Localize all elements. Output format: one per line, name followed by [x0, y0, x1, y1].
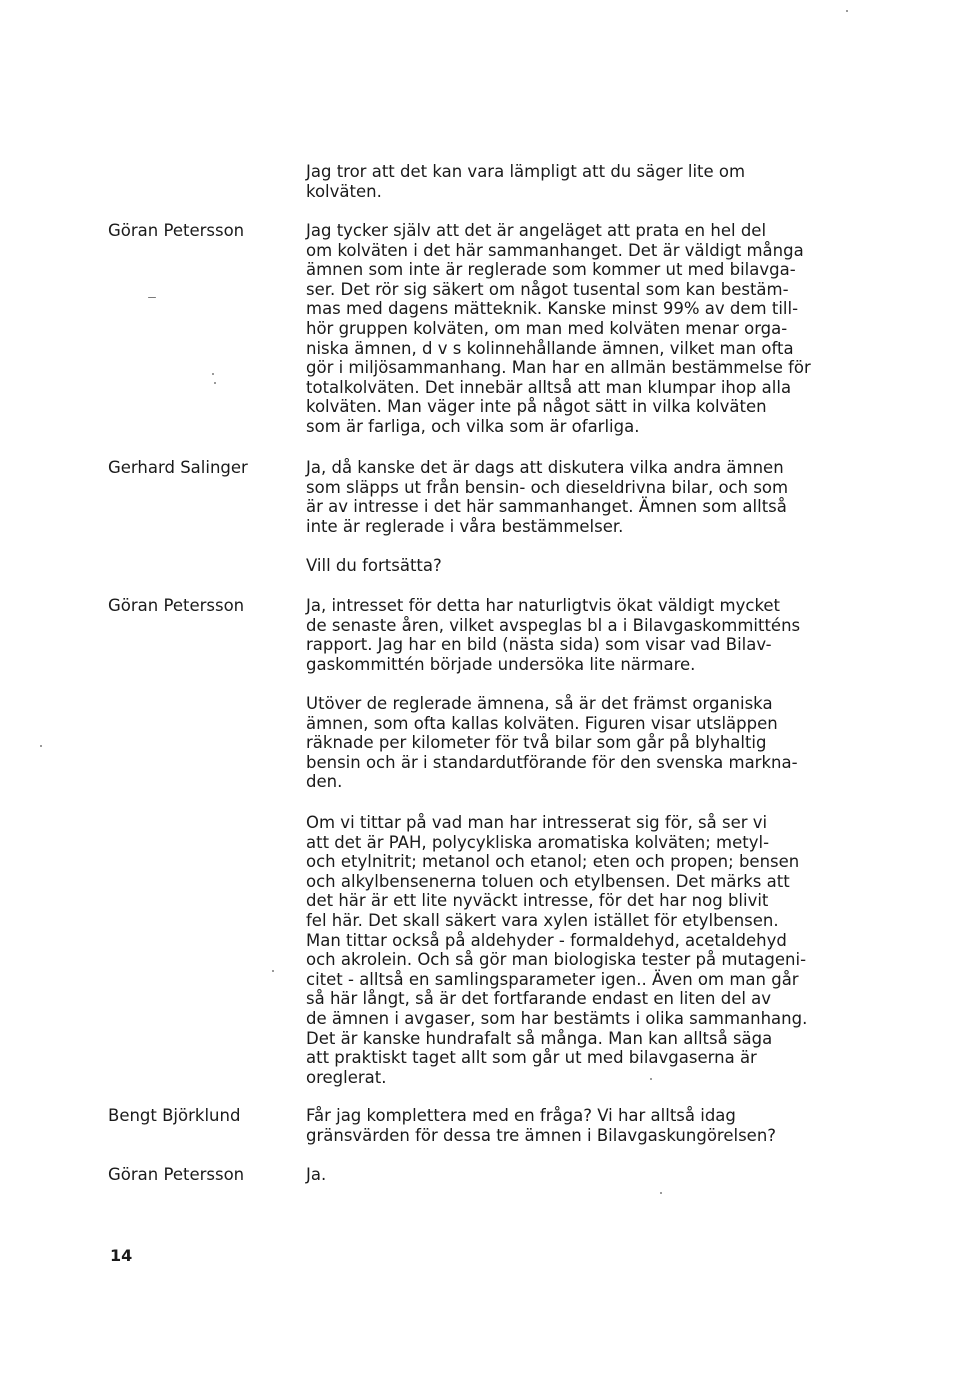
speech-line: gränsvärden för dessa tre ämnen i Bilavgaskungörelsen?: [306, 1125, 777, 1145]
speech-line: Jag tycker själv att det är angeläget att prata en hel del: [306, 221, 767, 240]
speech-line: fel här. Det skall säkert vara xylen istället för etylbensen.: [306, 910, 779, 930]
scan-speck: [148, 297, 156, 298]
speech-line: och akrolein. Och så gör man biologiska tester på mutageni-: [306, 950, 807, 970]
speech-line: den.: [306, 772, 343, 792]
speech-line: mas med dagens mätteknik. Kanske minst 99% av dem till-: [306, 299, 799, 319]
speech-line: bensin och är i standardutförande för den svenska markna-: [306, 752, 798, 772]
speech-line: Om vi tittar på vad man har intresserat sig för, så ser vi: [306, 813, 768, 832]
speech-line: gör i miljösammanhang. Man har en allmän bestämmelse för: [306, 358, 811, 378]
speech-line: Får jag komplettera med en fråga? Vi har alltså idag: [306, 1106, 736, 1125]
scan-speck: [40, 745, 42, 747]
speech-text: [306, 162, 896, 201]
speaker-name: Göran Petersson: [108, 221, 245, 240]
speech-line: att praktiskt taget allt som går ut med bilavgaserna är: [306, 1048, 757, 1068]
scan-speck: [212, 373, 214, 375]
speech-text: [306, 694, 896, 792]
speech-line: citet - alltså en samlingsparameter igen.. Även om man går: [306, 969, 799, 989]
speech-line: Ja.: [306, 1165, 327, 1184]
speech-line: som släpps ut från bensin- och dieseldrivna bilar, och som: [306, 477, 789, 497]
speech-line: om kolväten i det här sammanhanget. Det är väldigt många: [306, 240, 804, 260]
speech-line: är av intresse i det här sammanhanget. Ämnen som alltså: [306, 497, 787, 517]
speech-text: [306, 1106, 896, 1145]
speech-text: [306, 1165, 896, 1185]
speech-line: gaskommittén började undersöka lite närmare.: [306, 654, 696, 674]
scan-speck: [214, 382, 216, 384]
scan-speck: [650, 1078, 652, 1080]
speech-line: de ämnen i avgaser, som har bestämts i olika sammanhang.: [306, 1008, 808, 1028]
speech-line: att det är PAH, polycykliska aromatiska kolväten; metyl-: [306, 832, 770, 852]
speech-line: som är farliga, och vilka som är ofarliga.: [306, 416, 640, 436]
speech-line: Vill du fortsätta?: [306, 556, 442, 575]
speaker-name: Gerhard Salinger: [108, 458, 248, 477]
speech-line: hör gruppen kolväten, om man med kolväten menar orga-: [306, 318, 788, 338]
speech-text: [306, 458, 896, 536]
speech-line: totalkolväten. Det innebär alltså att man klumpar ihop alla: [306, 377, 792, 397]
speech-line: Man tittar också på aldehyder - formaldehyd, acetaldehyd: [306, 930, 787, 950]
speech-line: rapport. Jag har en bild (nästa sida) som visar vad Bilav-: [306, 635, 772, 655]
speech-line: det här är ett lite nyväckt intresse, för det har nog blivit: [306, 891, 769, 911]
speech-line: och alkylbensenerna toluen och etylbensen. Det märks att: [306, 871, 790, 891]
speech-line: Jag tror att det kan vara lämpligt att du säger lite om: [306, 162, 746, 181]
speech-line: Ja, intresset för detta har naturligtvis ökat väldigt mycket: [306, 596, 781, 615]
speech-line: niska ämnen, d v s kolinnehållande ämnen, vilket man ofta: [306, 338, 794, 358]
speech-line: kolväten.: [306, 181, 382, 201]
speech-line: Ja, då kanske det är dags att diskutera vilka andra ämnen: [306, 458, 784, 477]
speech-text: [306, 221, 896, 437]
speech-text: [306, 596, 896, 674]
scan-speck: [846, 10, 848, 12]
page-number: 14: [110, 1246, 133, 1265]
speech-line: räknade per kilometer för två bilar som går på blyhaltig: [306, 733, 767, 753]
scan-speck: [660, 1192, 662, 1194]
speech-line: Det är kanske hundrafalt så många. Man kan alltså säga: [306, 1028, 773, 1048]
scan-speck: [272, 970, 274, 972]
speech-line: de senaste åren, vilket avspeglas bl a i Bilavgaskommitténs: [306, 615, 801, 635]
speech-line: ser. Det rör sig säkert om något tusental som kan bestäm-: [306, 279, 789, 299]
speech-text: [306, 556, 896, 576]
speech-line: Utöver de reglerade ämnena, så är det främst organiska: [306, 694, 773, 713]
speaker-name: Göran Petersson: [108, 1165, 245, 1184]
speech-line: ämnen, som ofta kallas kolväten. Figuren visar utsläppen: [306, 713, 778, 733]
speech-line: och etylnitrit; metanol och etanol; eten och propen; bensen: [306, 852, 800, 872]
speech-line: ämnen som inte är reglerade som kommer ut med bilavga-: [306, 260, 796, 280]
speech-line: inte är reglerade i våra bestämmelser.: [306, 516, 624, 536]
speaker-name: Bengt Björklund: [108, 1106, 241, 1125]
speech-text: [306, 813, 896, 1087]
speech-line: så här långt, så är det fortfarande endast en liten del av: [306, 989, 772, 1009]
speaker-name: Göran Petersson: [108, 596, 245, 615]
speech-line: kolväten. Man väger inte på något sätt in vilka kolväten: [306, 397, 767, 417]
speech-line: oreglerat.: [306, 1067, 387, 1087]
